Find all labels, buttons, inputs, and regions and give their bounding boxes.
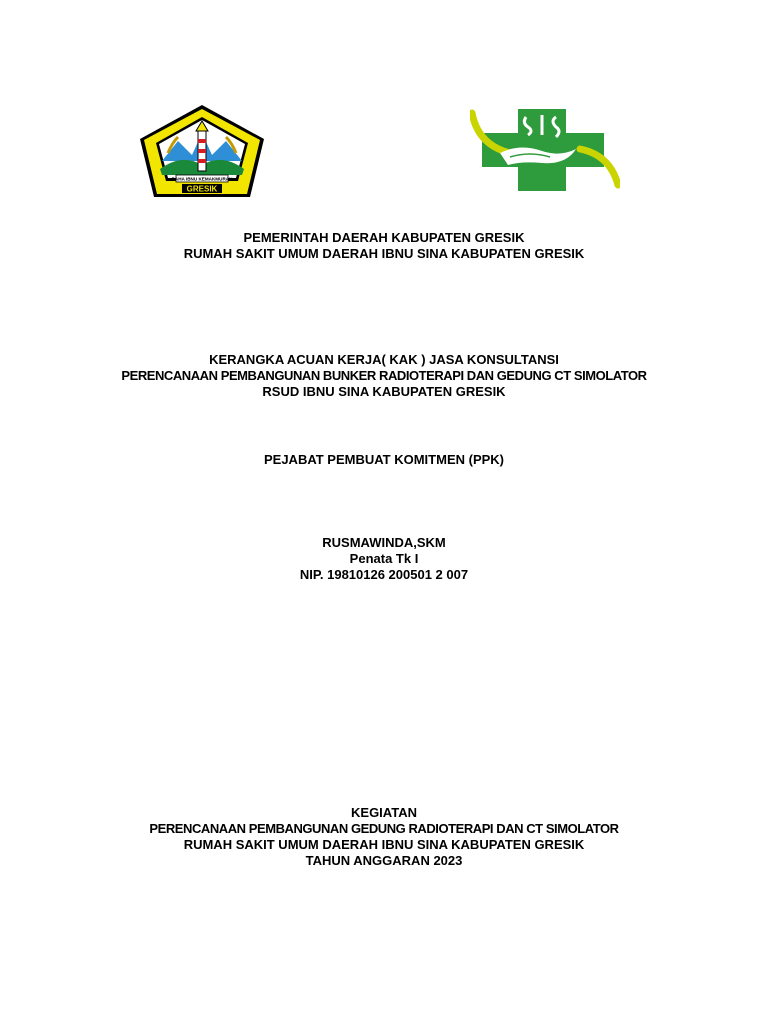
svg-text:BAHA IBNU KEMAKMURAN: BAHA IBNU KEMAKMURAN: [171, 176, 233, 182]
institution-header: [0, 230, 768, 262]
activity-heading: KEGIATAN: [351, 805, 417, 820]
official-role: [0, 452, 768, 468]
document-title: [0, 352, 768, 400]
official-rank: Penata Tk I: [349, 551, 419, 566]
official-details: [0, 535, 768, 583]
title-line-1: KERANGKA ACUAN KERJA( KAK ) JASA KONSULTANSI: [209, 352, 559, 367]
svg-text:GRESIK: GRESIK: [186, 184, 218, 194]
official-nip: NIP. 19810126 200501 2 007: [299, 567, 469, 582]
activity-line-1: PERENCANAAN PEMBANGUNAN GEDUNG RADIOTERAPI DAN CT SIMOLATOR: [149, 821, 619, 836]
activity-section: [0, 805, 768, 869]
hospital-name: RUMAH SAKIT UMUM DAERAH IBNU SINA KABUPATEN GRESIK: [183, 246, 585, 261]
gresik-regency-emblem-icon: [138, 103, 266, 199]
hospital-cross-hands-icon: [470, 105, 620, 195]
title-line-3: RSUD IBNU SINA KABUPATEN GRESIK: [262, 384, 506, 399]
government-name: PEMERINTAH DAERAH KABUPATEN GRESIK: [243, 230, 525, 245]
role-text: PEJABAT PEMBUAT KOMITMEN (PPK): [263, 452, 505, 467]
official-name: RUSMAWINDA,SKM: [322, 535, 446, 550]
title-line-2: PERENCANAAN PEMBANGUNAN BUNKER RADIOTERAPI DAN GEDUNG CT SIMOLATOR: [121, 368, 647, 383]
activity-line-3: TAHUN ANGGARAN 2023: [305, 853, 463, 868]
activity-line-2: RUMAH SAKIT UMUM DAERAH IBNU SINA KABUPATEN GRESIK: [183, 837, 585, 852]
